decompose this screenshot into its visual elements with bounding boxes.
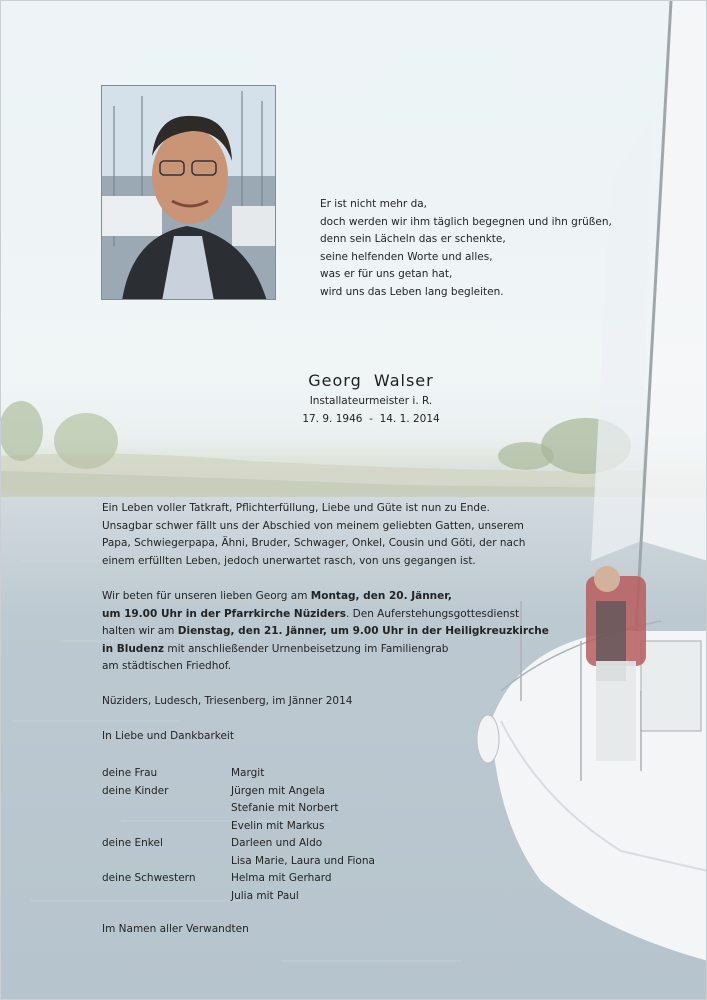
family-names: Lisa Marie, Laura und Fiona: [231, 854, 375, 867]
family-names: Evelin mit Markus: [231, 819, 325, 832]
portrait-photo: [101, 85, 276, 300]
intro-line: Unsagbar schwer fällt uns der Abschied von meinem geliebten Gatten, unserem: [102, 519, 524, 532]
service-text: halten wir am: [102, 625, 178, 638]
family-relation: [102, 800, 231, 818]
family-names: Helma mit Gerhard: [231, 872, 332, 884]
closing-line: Im Namen aller Verwandten: [102, 923, 249, 935]
family-relation: [102, 818, 231, 836]
service-date-monday: Montag, den 20. Jänner,: [310, 590, 452, 602]
family-names: Stefanie mit Norbert: [231, 802, 339, 814]
family-names: Julia mit Paul: [231, 889, 299, 902]
poem-line: doch werden wir ihm täglich begegnen und ihn grüßen,: [320, 215, 612, 228]
family-row: [102, 800, 375, 818]
family-relation: deine Kinder: [102, 784, 169, 797]
poem-line: seine helfenden Worte und alles,: [320, 250, 493, 263]
intro-line: Ein Leben voller Tatkraft, Pflichterfüllung, Liebe und Güte ist nun zu Ende.: [102, 502, 490, 514]
love-line: In Liebe und Dankbarkeit: [102, 730, 234, 742]
family-row: [102, 765, 375, 783]
family-row: [102, 853, 375, 871]
family-relation: deine Enkel: [102, 837, 163, 849]
service-text: . Den Auferstehungsgottesdienst: [345, 607, 520, 620]
family-relation: [102, 888, 231, 906]
intro-paragraph: [102, 500, 532, 570]
service-town: in Bludenz: [102, 642, 165, 655]
poem-line: denn sein Lächeln das er schenkte,: [320, 233, 506, 245]
service-time-location: um 19.00 Uhr in der Pfarrkirche Nüziders: [102, 607, 346, 620]
deceased-profession: Installateurmeister i. R.: [309, 395, 433, 407]
intro-line: einem erfüllten Leben, jedoch unerwartet rasch, von uns gegangen ist.: [102, 554, 476, 567]
family-names: Jürgen mit Angela: [231, 784, 325, 797]
family-row: [102, 888, 375, 906]
family-row: [102, 870, 375, 888]
service-text: mit anschließender Urnenbeisetzung im Familiengrab: [164, 642, 449, 655]
poem-line: Er ist nicht mehr da,: [320, 198, 428, 210]
family-row: [102, 835, 375, 853]
family-relation: [102, 853, 231, 871]
poem-line: wird uns das Leben lang begleiten.: [320, 285, 504, 298]
family-names: Darleen und Aldo: [231, 837, 323, 849]
service-date-tuesday: Dienstag, den 21. Jänner, um 9.00 Uhr in der Heiligkreuzkirche: [177, 625, 549, 638]
family-list: [102, 765, 375, 905]
intro-line: Papa, Schwiegerpapa, Ähni, Bruder, Schwager, Onkel, Cousin und Göti, der nach: [102, 537, 526, 550]
family-row: [102, 783, 375, 801]
service-text: am städtischen Friedhof.: [102, 660, 232, 673]
poem-line: was er für uns getan hat,: [320, 268, 453, 280]
family-row: [102, 818, 375, 836]
family-names: Margit: [231, 767, 265, 779]
place-date: Nüziders, Ludesch, Triesenberg, im Jänner 2014: [102, 695, 353, 707]
deceased-name: Georg Walser: [308, 371, 434, 390]
service-text: Wir beten für unseren lieben Georg am: [102, 590, 311, 602]
service-paragraph: [102, 588, 549, 676]
poem: [320, 196, 612, 301]
family-relation: deine Frau: [102, 767, 158, 779]
deceased-dates: 17. 9. 1946 - 14. 1. 2014: [302, 413, 440, 425]
family-relation: deine Schwestern: [102, 872, 196, 884]
